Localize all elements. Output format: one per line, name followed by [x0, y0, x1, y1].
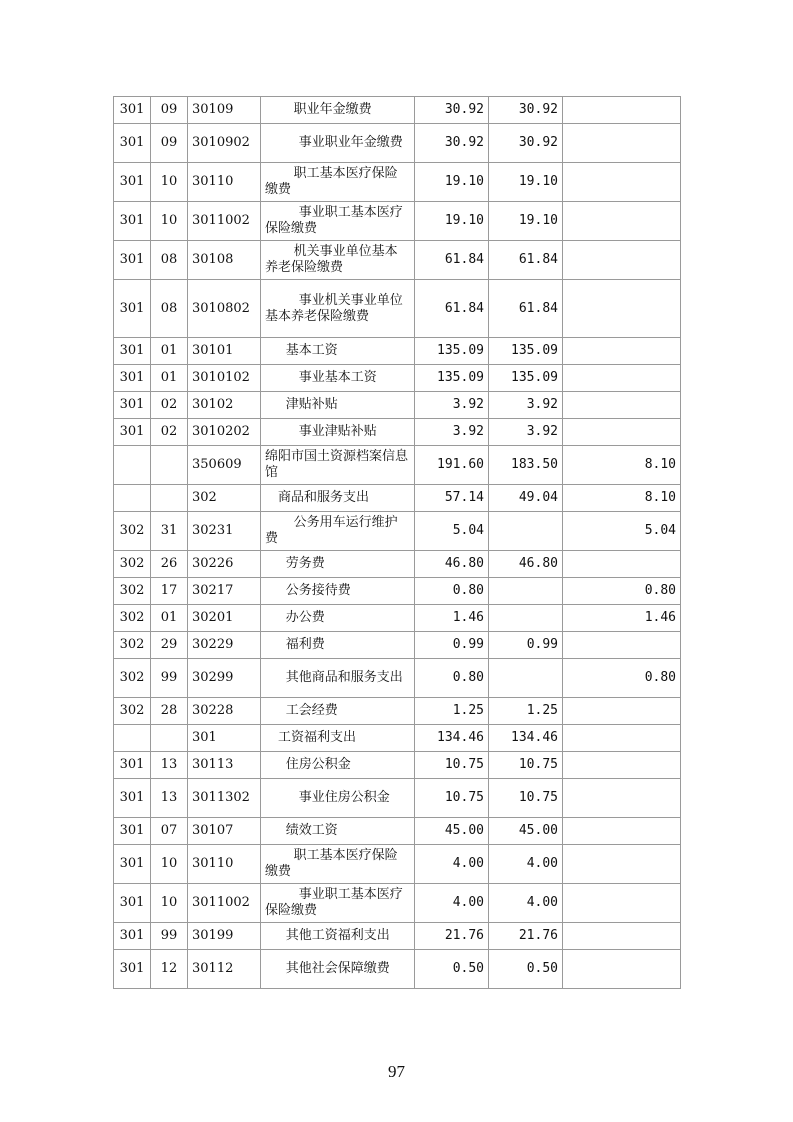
basic-expenditure-cell: 183.50: [489, 446, 563, 485]
subject-code-cell: 30231: [188, 512, 261, 551]
class-code-cell: 301: [114, 779, 151, 818]
subject-code-cell: 30226: [188, 551, 261, 578]
project-expenditure-cell: 0.80: [563, 578, 681, 605]
subject-name-cell: 绩效工资: [261, 818, 415, 845]
subject-name-cell: 职工基本医疗保险缴费: [261, 163, 415, 202]
table-row: [114, 752, 681, 779]
item-code-cell: 29: [151, 632, 188, 659]
subject-name-cell: 公务用车运行维护费: [261, 512, 415, 551]
project-expenditure-cell: 0.80: [563, 659, 681, 698]
total-cell: 46.80: [415, 551, 489, 578]
item-code-cell: 01: [151, 338, 188, 365]
table-row: [114, 280, 681, 338]
class-code-cell: [114, 725, 151, 752]
subject-code-cell: 30112: [188, 950, 261, 989]
table-row: [114, 551, 681, 578]
class-code-cell: 301: [114, 124, 151, 163]
basic-expenditure-cell: 19.10: [489, 202, 563, 241]
total-cell: 0.50: [415, 950, 489, 989]
project-expenditure-cell: 1.46: [563, 605, 681, 632]
subject-name-cell: 津贴补贴: [261, 392, 415, 419]
project-expenditure-cell: [563, 163, 681, 202]
table-row: [114, 163, 681, 202]
basic-expenditure-cell: 21.76: [489, 923, 563, 950]
project-expenditure-cell: [563, 923, 681, 950]
item-code-cell: 10: [151, 884, 188, 923]
item-code-cell: 12: [151, 950, 188, 989]
item-code-cell: 02: [151, 419, 188, 446]
subject-name-cell: 福利费: [261, 632, 415, 659]
subject-code-cell: 30201: [188, 605, 261, 632]
subject-name-cell: 商品和服务支出: [261, 485, 415, 512]
table-row: [114, 725, 681, 752]
item-code-cell: 10: [151, 845, 188, 884]
table-row: [114, 392, 681, 419]
project-expenditure-cell: [563, 124, 681, 163]
item-code-cell: 99: [151, 659, 188, 698]
item-code-cell: 08: [151, 280, 188, 338]
table-row: [114, 605, 681, 632]
class-code-cell: 301: [114, 845, 151, 884]
subject-name-cell: 工资福利支出: [261, 725, 415, 752]
subject-code-cell: 30102: [188, 392, 261, 419]
table-row: [114, 779, 681, 818]
basic-expenditure-cell: [489, 512, 563, 551]
basic-expenditure-cell: 10.75: [489, 752, 563, 779]
total-cell: 10.75: [415, 752, 489, 779]
subject-code-cell: 30101: [188, 338, 261, 365]
total-cell: 21.76: [415, 923, 489, 950]
class-code-cell: 302: [114, 551, 151, 578]
basic-expenditure-cell: 61.84: [489, 280, 563, 338]
basic-expenditure-cell: 135.09: [489, 338, 563, 365]
total-cell: 10.75: [415, 779, 489, 818]
subject-name-cell: 机关事业单位基本养老保险缴费: [261, 241, 415, 280]
class-code-cell: 302: [114, 632, 151, 659]
item-code-cell: 09: [151, 124, 188, 163]
basic-expenditure-cell: 0.99: [489, 632, 563, 659]
basic-expenditure-cell: 49.04: [489, 485, 563, 512]
class-code-cell: [114, 485, 151, 512]
subject-code-cell: 350609: [188, 446, 261, 485]
basic-expenditure-cell: 134.46: [489, 725, 563, 752]
class-code-cell: 301: [114, 338, 151, 365]
total-cell: 19.10: [415, 163, 489, 202]
basic-expenditure-cell: 3.92: [489, 419, 563, 446]
class-code-cell: 301: [114, 818, 151, 845]
item-code-cell: 28: [151, 698, 188, 725]
subject-name-cell: 其他工资福利支出: [261, 923, 415, 950]
subject-code-cell: 301: [188, 725, 261, 752]
total-cell: 0.80: [415, 659, 489, 698]
subject-code-cell: 3010802: [188, 280, 261, 338]
table-row: [114, 419, 681, 446]
class-code-cell: 302: [114, 698, 151, 725]
class-code-cell: 301: [114, 280, 151, 338]
project-expenditure-cell: [563, 950, 681, 989]
basic-expenditure-cell: 46.80: [489, 551, 563, 578]
table-row: [114, 698, 681, 725]
subject-name-cell: 事业津贴补贴: [261, 419, 415, 446]
class-code-cell: 302: [114, 578, 151, 605]
class-code-cell: 301: [114, 752, 151, 779]
item-code-cell: 26: [151, 551, 188, 578]
subject-name-cell: 事业职业年金缴费: [261, 124, 415, 163]
item-code-cell: [151, 725, 188, 752]
total-cell: 0.99: [415, 632, 489, 659]
project-expenditure-cell: [563, 725, 681, 752]
table-row: [114, 124, 681, 163]
subject-code-cell: 302: [188, 485, 261, 512]
basic-expenditure-cell: 61.84: [489, 241, 563, 280]
table-row: [114, 632, 681, 659]
project-expenditure-cell: [563, 419, 681, 446]
total-cell: 135.09: [415, 338, 489, 365]
total-cell: 61.84: [415, 280, 489, 338]
table-row: [114, 845, 681, 884]
basic-expenditure-cell: 30.92: [489, 97, 563, 124]
project-expenditure-cell: [563, 632, 681, 659]
item-code-cell: 02: [151, 392, 188, 419]
basic-expenditure-cell: 30.92: [489, 124, 563, 163]
table-row: [114, 365, 681, 392]
item-code-cell: 99: [151, 923, 188, 950]
item-code-cell: [151, 446, 188, 485]
project-expenditure-cell: [563, 280, 681, 338]
subject-code-cell: 30107: [188, 818, 261, 845]
subject-code-cell: 3010902: [188, 124, 261, 163]
total-cell: 134.46: [415, 725, 489, 752]
total-cell: 1.25: [415, 698, 489, 725]
project-expenditure-cell: [563, 779, 681, 818]
basic-expenditure-cell: 1.25: [489, 698, 563, 725]
total-cell: 57.14: [415, 485, 489, 512]
subject-code-cell: 30229: [188, 632, 261, 659]
total-cell: 3.92: [415, 419, 489, 446]
table-row: [114, 578, 681, 605]
basic-expenditure-cell: 0.50: [489, 950, 563, 989]
subject-name-cell: 事业基本工资: [261, 365, 415, 392]
subject-code-cell: 3011002: [188, 202, 261, 241]
total-cell: 135.09: [415, 365, 489, 392]
item-code-cell: 01: [151, 605, 188, 632]
project-expenditure-cell: 8.10: [563, 446, 681, 485]
total-cell: 61.84: [415, 241, 489, 280]
class-code-cell: 302: [114, 659, 151, 698]
subject-name-cell: 住房公积金: [261, 752, 415, 779]
basic-expenditure-cell: 4.00: [489, 884, 563, 923]
subject-name-cell: 事业职工基本医疗保险缴费: [261, 202, 415, 241]
table-row: [114, 202, 681, 241]
project-expenditure-cell: 5.04: [563, 512, 681, 551]
project-expenditure-cell: [563, 884, 681, 923]
subject-code-cell: 3011002: [188, 884, 261, 923]
subject-code-cell: 30110: [188, 845, 261, 884]
project-expenditure-cell: [563, 365, 681, 392]
table-row: [114, 446, 681, 485]
subject-code-cell: 30199: [188, 923, 261, 950]
total-cell: 30.92: [415, 97, 489, 124]
table-row: [114, 950, 681, 989]
basic-expenditure-cell: [489, 578, 563, 605]
subject-name-cell: 职工基本医疗保险缴费: [261, 845, 415, 884]
class-code-cell: 301: [114, 950, 151, 989]
total-cell: 1.46: [415, 605, 489, 632]
total-cell: 191.60: [415, 446, 489, 485]
class-code-cell: 302: [114, 512, 151, 551]
item-code-cell: 09: [151, 97, 188, 124]
item-code-cell: 13: [151, 779, 188, 818]
table-row: [114, 241, 681, 280]
total-cell: 4.00: [415, 884, 489, 923]
basic-expenditure-cell: 135.09: [489, 365, 563, 392]
item-code-cell: 13: [151, 752, 188, 779]
subject-code-cell: 30109: [188, 97, 261, 124]
class-code-cell: 301: [114, 419, 151, 446]
class-code-cell: 301: [114, 97, 151, 124]
subject-code-cell: 3011302: [188, 779, 261, 818]
table-row: [114, 884, 681, 923]
item-code-cell: [151, 485, 188, 512]
subject-name-cell: 办公费: [261, 605, 415, 632]
class-code-cell: 301: [114, 923, 151, 950]
class-code-cell: 301: [114, 163, 151, 202]
project-expenditure-cell: [563, 338, 681, 365]
project-expenditure-cell: [563, 202, 681, 241]
project-expenditure-cell: [563, 752, 681, 779]
basic-expenditure-cell: [489, 605, 563, 632]
table-body: [114, 97, 681, 989]
basic-expenditure-cell: [489, 659, 563, 698]
subject-name-cell: 基本工资: [261, 338, 415, 365]
basic-expenditure-cell: 10.75: [489, 779, 563, 818]
subject-name-cell: 公务接待费: [261, 578, 415, 605]
class-code-cell: 301: [114, 202, 151, 241]
subject-name-cell: 事业职工基本医疗保险缴费: [261, 884, 415, 923]
subject-code-cell: 30110: [188, 163, 261, 202]
subject-name-cell: 事业住房公积金: [261, 779, 415, 818]
item-code-cell: 01: [151, 365, 188, 392]
item-code-cell: 31: [151, 512, 188, 551]
project-expenditure-cell: [563, 392, 681, 419]
subject-code-cell: 3010202: [188, 419, 261, 446]
project-expenditure-cell: [563, 698, 681, 725]
table-row: [114, 923, 681, 950]
basic-expenditure-cell: 45.00: [489, 818, 563, 845]
subject-name-cell: 工会经费: [261, 698, 415, 725]
subject-code-cell: 30217: [188, 578, 261, 605]
project-expenditure-cell: [563, 845, 681, 884]
total-cell: 30.92: [415, 124, 489, 163]
total-cell: 4.00: [415, 845, 489, 884]
basic-expenditure-cell: 4.00: [489, 845, 563, 884]
subject-name-cell: 其他社会保障缴费: [261, 950, 415, 989]
subject-code-cell: 30108: [188, 241, 261, 280]
table-row: [114, 338, 681, 365]
subject-name-cell: 职业年金缴费: [261, 97, 415, 124]
project-expenditure-cell: [563, 97, 681, 124]
class-code-cell: 301: [114, 392, 151, 419]
subject-name-cell: 其他商品和服务支出: [261, 659, 415, 698]
class-code-cell: 301: [114, 241, 151, 280]
class-code-cell: 302: [114, 605, 151, 632]
subject-name-cell: 绵阳市国土资源档案信息馆: [261, 446, 415, 485]
project-expenditure-cell: 8.10: [563, 485, 681, 512]
item-code-cell: 08: [151, 241, 188, 280]
total-cell: 5.04: [415, 512, 489, 551]
page-number: 97: [388, 1062, 405, 1081]
subject-code-cell: 3010102: [188, 365, 261, 392]
budget-table: [113, 96, 681, 989]
class-code-cell: [114, 446, 151, 485]
table-row: [114, 485, 681, 512]
subject-name-cell: 劳务费: [261, 551, 415, 578]
project-expenditure-cell: [563, 818, 681, 845]
project-expenditure-cell: [563, 551, 681, 578]
table-row: [114, 512, 681, 551]
item-code-cell: 07: [151, 818, 188, 845]
subject-code-cell: 30299: [188, 659, 261, 698]
item-code-cell: 17: [151, 578, 188, 605]
item-code-cell: 10: [151, 202, 188, 241]
table-row: [114, 818, 681, 845]
class-code-cell: 301: [114, 884, 151, 923]
class-code-cell: 301: [114, 365, 151, 392]
subject-name-cell: 事业机关事业单位基本养老保险缴费: [261, 280, 415, 338]
total-cell: 19.10: [415, 202, 489, 241]
basic-expenditure-cell: 19.10: [489, 163, 563, 202]
basic-expenditure-cell: 3.92: [489, 392, 563, 419]
total-cell: 0.80: [415, 578, 489, 605]
table-row: [114, 659, 681, 698]
table-row: [114, 97, 681, 124]
total-cell: 45.00: [415, 818, 489, 845]
item-code-cell: 10: [151, 163, 188, 202]
subject-code-cell: 30113: [188, 752, 261, 779]
project-expenditure-cell: [563, 241, 681, 280]
total-cell: 3.92: [415, 392, 489, 419]
subject-code-cell: 30228: [188, 698, 261, 725]
